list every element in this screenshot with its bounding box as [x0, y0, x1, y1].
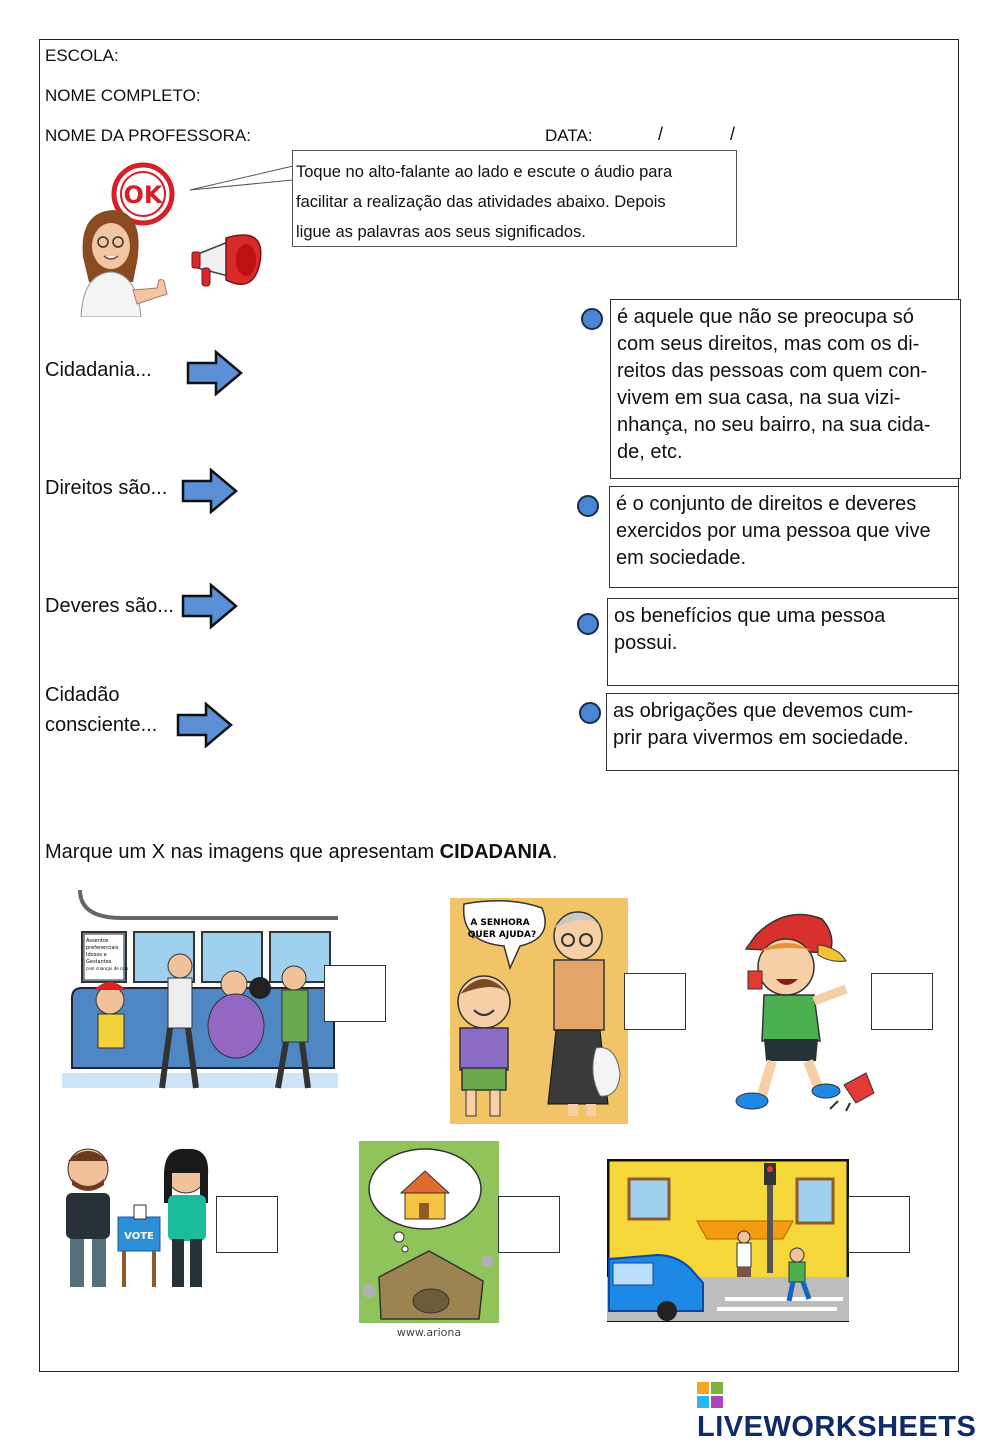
- match-dot-3[interactable]: [577, 613, 599, 635]
- definition-3-line-1: os benefícios que uma pessoa: [614, 605, 886, 627]
- bus-sign-line-2: preferenciais: [86, 945, 119, 951]
- instruction-keyword: CIDADANIA: [439, 841, 552, 863]
- marking-instruction: [45, 841, 557, 864]
- date-separator-1: /: [658, 124, 664, 144]
- match-dot-4[interactable]: [579, 702, 601, 724]
- ok-stamp-text: OK: [123, 181, 163, 209]
- arrow-icon: [181, 467, 239, 515]
- speech-text-line-1: A SENHORA: [470, 918, 530, 928]
- speaker-icon[interactable]: [190, 228, 268, 294]
- definition-box-4[interactable]: [606, 693, 959, 771]
- picture-street-crossing: [607, 1159, 849, 1322]
- definition-box-2[interactable]: [609, 486, 959, 588]
- bus-sign-line-3: Idosos e: [86, 952, 107, 958]
- checkbox-picture-1[interactable]: [324, 965, 386, 1022]
- arrow-icon: [186, 349, 244, 397]
- checkbox-picture-4[interactable]: [216, 1196, 278, 1253]
- speech-text-line-2: QUER AJUDA?: [467, 930, 537, 940]
- bubble-pointer: [188, 160, 298, 196]
- picture-bus-seats: [62, 888, 338, 1103]
- match-dot-1[interactable]: [581, 308, 603, 330]
- match-dot-2[interactable]: [577, 495, 599, 517]
- checkbox-picture-2[interactable]: [624, 973, 686, 1030]
- bus-sign-line-1: Assentos: [86, 938, 109, 944]
- definition-1-line-4: vivem em sua casa, na sua vizi-: [617, 387, 901, 409]
- definition-1-line-6: de, etc.: [617, 441, 683, 463]
- bubble-line-3: ligue as palavras aos seus significados.: [296, 223, 586, 241]
- definition-3-line-2: possui.: [614, 632, 678, 654]
- definition-box-1[interactable]: [610, 299, 961, 479]
- checkbox-picture-6[interactable]: [848, 1196, 910, 1253]
- name-label: NOME COMPLETO:: [45, 86, 201, 105]
- definition-2-line-2: exercidos por uma pessoa que vive: [616, 520, 931, 542]
- arrow-icon: [176, 701, 234, 749]
- vote-box-label: VOTE: [124, 1231, 154, 1242]
- picture-voting: [52, 1143, 217, 1291]
- term-cidadao-line-1: Cidadão: [45, 684, 120, 706]
- bus-sign-line-5: com crianças de colo: [86, 966, 129, 971]
- definition-2-line-3: em sociedade.: [616, 547, 747, 569]
- brand-name: LIVEWORKSHEETS: [697, 1411, 977, 1443]
- checkbox-picture-3[interactable]: [871, 973, 933, 1030]
- picture-helping-elderly: [450, 898, 628, 1124]
- definition-4-line-1: as obrigações que devemos cum-: [613, 700, 914, 722]
- date-label: DATA:: [545, 126, 593, 145]
- picture-littering-boy: [726, 905, 886, 1120]
- date-separator-2: /: [730, 124, 736, 144]
- teacher-label: NOME DA PROFESSORA:: [45, 126, 251, 145]
- definition-box-3[interactable]: [607, 598, 959, 686]
- term-deveres: Deveres são...: [45, 595, 174, 617]
- definition-1-line-3: reitos das pessoas com quem con-: [617, 360, 928, 382]
- teacher-avatar: [75, 162, 190, 317]
- term-cidadao-line-2: consciente...: [45, 714, 158, 736]
- picture-homeless: [359, 1141, 499, 1339]
- definition-1-line-5: nhança, no seu bairro, na sua cida-: [617, 414, 931, 436]
- instruction-prefix: Marque um X nas imagens que apresentam: [45, 841, 440, 863]
- arrow-icon: [181, 582, 239, 630]
- term-cidadania: Cidadania...: [45, 359, 152, 381]
- checkbox-picture-5[interactable]: [498, 1196, 560, 1253]
- term-direitos: Direitos são...: [45, 477, 168, 499]
- bubble-line-2: facilitar a realização das atividades abaixo. Depois: [296, 193, 666, 211]
- instruction-suffix: .: [551, 841, 558, 863]
- liveworksheets-logo: [697, 1378, 1000, 1444]
- school-label: ESCOLA:: [45, 46, 119, 65]
- definition-1-line-1: é aquele que não se preocupa só: [617, 306, 914, 328]
- bubble-line-1: Toque no alto-falante ao lado e escute o áudio para: [296, 163, 673, 181]
- definition-2-line-1: é o conjunto de direitos e deveres: [616, 493, 917, 515]
- bus-sign-line-4: Gestantes: [86, 959, 112, 965]
- liveworksheets-badge-icon: [697, 1382, 723, 1408]
- definition-4-line-2: prir para vivermos em sociedade.: [613, 727, 909, 749]
- instruction-bubble: [292, 150, 737, 247]
- image-watermark: www.ariona: [396, 1326, 462, 1339]
- definition-1-line-2: com seus direitos, mas com os di-: [617, 333, 920, 355]
